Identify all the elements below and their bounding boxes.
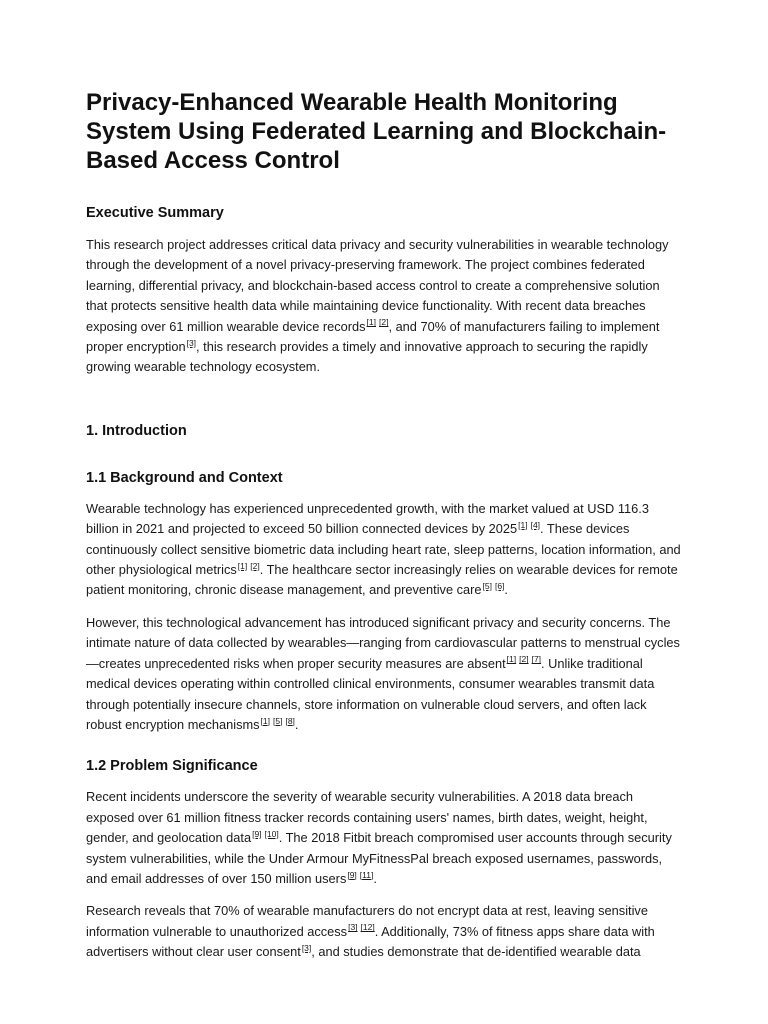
text-run: . The 2018 Fitbit breach compromised user accounts through security system vulnerabilities, while the Under Armour MyFitnessPal breach exposed usernames, passwords, and email addresses of over 150 million users [86,830,672,886]
citation-link[interactable]: [4] [530,519,541,530]
problem-paragraph-2 [86,901,682,962]
section-heading-background: 1.1 Background and Context [86,469,283,486]
citation-link[interactable]: [7] [531,654,542,665]
citation-link[interactable]: [8] [285,715,295,726]
citation-link[interactable]: [1] [518,519,528,530]
section-heading-executive-summary: Executive Summary [86,205,224,221]
citation-link[interactable]: [1] [366,317,376,328]
text-run: . [294,716,299,732]
document-title: Privacy-Enhanced Wearable Health Monitoring System Using Federated Learning and Blockchain-Based Access Control [86,89,667,174]
text-run: . The healthcare sector increasingly relies on wearable devices for remote patient monitoring, chronic disease management, and preventive care [86,562,678,598]
text-run: . Unlike traditional medical devices operating within controlled clinical environments, consumer wearables transmit data through potentially insecure channels, store information on vulnerable cloud servers, and often lack robust encryption mechanisms [86,655,655,732]
citation-link[interactable]: [5] [482,581,492,592]
citation-link[interactable]: [5] [273,715,283,726]
citation-link[interactable]: [10] [264,828,279,839]
citation-link[interactable]: [1] [260,715,270,726]
text-run: . Additionally, 73% of fitness apps share data with advertisers without clear user consent [86,923,655,960]
text-run: Wearable technology has experienced unprecedented growth, with the market valued at USD 116.3 billion in 2021 and projected to exceed 50 billion connected devices by 2025 [86,500,649,537]
citation-link[interactable]: [3] [186,337,197,348]
text-run: . [373,870,377,886]
text-run: , and 70% of manufacturers failing to implement proper encryption [86,318,660,355]
citation-link[interactable]: [6] [494,581,505,592]
text-run: . These devices continuously collect sensitive biometric data including heart rate, sleep patterns, location information, and other physiological metrics [86,521,681,578]
text-run: However, this technological advancement has introduced significant privacy and security concerns. The intimate nature of data collected by wearables—ranging from cardiovascular patterns to menstrual cycles—creates unprecedented risks when proper security measures are absent [86,614,680,671]
citation-link[interactable]: [2] [379,317,389,328]
citation-link[interactable]: [12] [360,922,375,933]
text-run: Recent incidents underscore the severity of wearable security vulnerabilities. A 2018 data breach exposed over 61 million fitness tracker records containing users' names, birth dates, weight, height, gender, and geolocation data [86,789,648,846]
text-run: This research project addresses critical data privacy and security vulnerabilities in wearable technology through the development of a novel privacy-preserving framework. The project combines federated learning, differential privacy, and blockchain-based access control to create a comprehensive solution that protects sensitive health data while maintaining device functionality. With recent data breaches exposing over 61 million wearable device records [86,237,669,334]
background-paragraph-1 [86,499,682,601]
text-run: , this research provides a timely and innovative approach to securing the rapidly growing wearable technology ecosystem. [86,339,648,375]
citation-link[interactable]: [3] [348,922,358,933]
citation-link[interactable]: [1] [237,560,248,571]
citation-link[interactable]: [11] [359,869,374,880]
citation-link[interactable]: [9] [252,828,262,839]
section-heading-introduction: 1. Introduction [86,422,187,439]
executive-summary-paragraph [86,235,682,378]
section-heading-problem-significance: 1.2 Problem Significance [86,758,258,775]
text-run: Research reveals that 70% of wearable manufacturers do not encrypt data at rest, leaving sensitive information vulnerable to unauthorized access [86,903,648,939]
citation-link[interactable]: [1] [506,654,517,665]
citation-link[interactable]: [3] [301,942,312,953]
text-run: . [504,582,508,598]
citation-link[interactable]: [9] [347,869,357,880]
text-run: , and studies demonstrate that de-identified wearable data [311,944,641,960]
problem-paragraph-1 [86,787,682,889]
citation-link[interactable]: [2] [250,560,260,571]
background-paragraph-2 [86,613,682,735]
citation-link[interactable]: [2] [519,654,529,665]
